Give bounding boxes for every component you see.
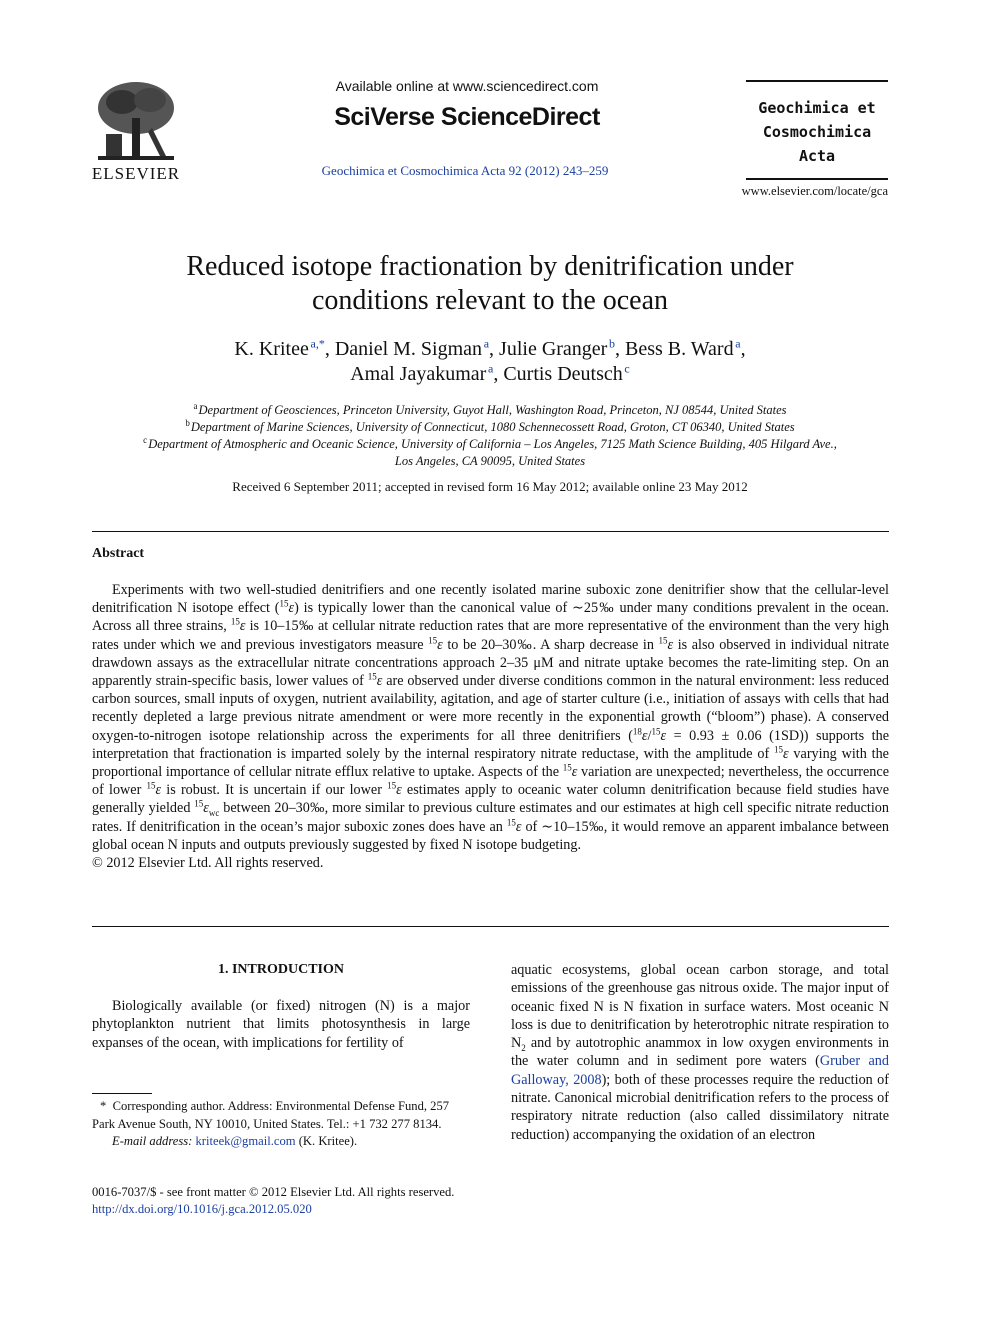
section-heading: 1. INTRODUCTION	[217, 962, 344, 977]
paragraph: aquatic ecosystems, global ocean carbon storage, and total emissions of the greenhouse gas nitrous oxide. The major input of oceanic fixed N is N fixation in surface waters. Most oceanic N loss is due to denitrification by heterotrophic nitrate respiration to $N_2$ and by autotrophic anammox in low oxygen environments in the water column and in sediment pore waters (Gruber and Galloway, 2008); both of these processes require the reduction of nitrate. Canonical microbial denitrification refers to the process of respiratory nitrate reduction (also called dissimilatory nitrate reduction) accompanying the oxidation of an electron	[511, 962, 889, 1143]
journal-name-line: Geochimica et	[758, 99, 876, 117]
author-affil-mark[interactable]: a	[735, 336, 741, 351]
journal-name	[746, 96, 888, 168]
affiliation: $^a$ Department of Geosciences, Princeton University, Guyot Hall, Washington Road, Princeton, NJ 08544, United States	[193, 400, 787, 417]
author-name: Daniel M. Sigman	[334, 338, 483, 360]
footnote: * Corresponding author. Address: Environmental Defense Fund, 257 Park Avenue South, NY 10010, United States. Tel.: +1 732 277 8134. E-mail address: kriteek@gmail.com (K. Kritee).	[92, 1099, 450, 1148]
article-history: Received 6 September 2011; accepted in revised form 16 May 2012; available online 23 May 2012	[232, 479, 748, 494]
copyright: © 2012 Elsevier Ltd. All rights reserved.	[92, 855, 324, 872]
author-affil-mark[interactable]: a	[483, 336, 490, 351]
author-list: K. Kritee $^{a,*}$, Daniel M. Sigman $^a$, Julie Granger $^b$, Bess B. Ward $^a$, Amal Jayakumar $^a$, Curtis Deutsch $^c$	[234, 336, 746, 385]
elsevier-logo	[88, 78, 184, 182]
rule-bottom	[92, 926, 889, 927]
abstract-body: Experiments with two well-studied denitrifiers and one recently isolated marine suboxic zone denitrifier show that the cellular-level denitrification N isotope effect ($^{15}$ε) is typically lower than the canonical value of ∼25‰ under many conditions prevalent in the ocean. Across all three strains, $^{15}$ε is 10–15‰ at cellular nitrate reduction rates that are more representative of the environment than the very high rates under which we and previous investigators measure $^{15}$ε to be 20–30‰. A sharp decrease in $^{15}$ε is also observed in individual nitrate drawdown assays as the extracellular nitrate concentrations approach 2–35 μM and nitrate uptake becomes the rate-limiting step. On an apparently strain-specific basis, lower values of $^{15}$ε are observed under diverse conditions common in the natural environment: less reduced carbon sources, small inputs of oxygen, nutrient availability, agitation, and age of starter culture (i.e., initiation of assays with cells that had recently depleted a large previous nitrate amendment or were more recently in the exponential growth (“bloom”) phase). A conserved oxygen-to-nitrogen isotope relationship across the experiments for all three denitrifiers ($^{18}$ε/$^{15}$ε = 0.93 ± 0.06 (1SD)) supports the interpretation that fractionation is imparted solely by the internal respiratory nitrate reductase, with the amplitude of $^{15}$ε varying with the proportional importance of cellular nitrate efflux relative to uptake. Aspects of the $^{15}$ε variation are unexpected; nevertheless, the occurrence of lower $^{15}$ε is robust. It is uncertain if our lower $^{15}$ε estimates apply to oceanic water column denitrification because field studies have generally yielded $^{15}\varepsilon_{wc}$ between 20–30‰, more similar to previous culture estimates and our estimates at high cell specific nitrate reduction rates. If denitrification in the ocean’s major suboxic zones does have an $^{15}$ε of ∼10–15‰, it would remove an apparent imbalance between global ocean N inputs and outputs previously suggested by fixed N isotope budgeting. © 2012 Elsevier Ltd. All rights reserved.	[92, 582, 890, 872]
publisher-name: ELSEVIER	[91, 164, 181, 183]
paragraph: Biologically available (or fixed) nitrogen (N) is a major phytoplankton nutrient that limits photosynthesis in large expanses of the ocean, with implications for fertility of	[92, 998, 470, 1051]
abstract-heading: Abstract	[92, 546, 145, 561]
author-affil-mark[interactable]: a,*	[310, 336, 325, 351]
author-name: K. Kritee	[234, 338, 309, 360]
journal-rule-top	[746, 80, 888, 82]
affiliation: $^c$ Department of Atmospheric and Oceanic Science, University of California – Los Angeles, 7125 Math Science Building, 405 Hilgard Ave.,	[143, 434, 837, 451]
journal-name-line: Cosmochimica	[762, 123, 872, 141]
author-name: Bess B. Ward	[625, 338, 734, 360]
front-matter	[92, 1184, 512, 1218]
author-affil-mark[interactable]: b	[609, 336, 616, 351]
author-name: Curtis Deutsch	[503, 363, 623, 385]
email-link[interactable]: kriteek@gmail.com	[195, 1134, 296, 1148]
affiliations	[90, 402, 890, 470]
title-line: conditions relevant to the ocean	[311, 285, 669, 316]
author-name: Amal Jayakumar	[350, 363, 487, 385]
rule-top	[92, 531, 889, 532]
available-online: Available online at www.sciencedirect.com	[335, 78, 599, 94]
platform-logo: SciVerse ScienceDirect	[334, 103, 600, 131]
footnote-rule	[92, 1093, 152, 1094]
affiliation: $^b$ Department of Marine Sciences, University of Connecticut, 1080 Schennecossett Road, Groton, CT 06340, United States	[185, 417, 795, 434]
affiliation: Los Angeles, CA 90095, United States	[394, 454, 586, 468]
title-line: Reduced isotope fractionation by denitrification under	[186, 251, 794, 282]
article-title	[90, 250, 890, 318]
elsevier-tree-icon	[92, 78, 180, 164]
journal-url[interactable]: www.elsevier.com/locate/gca	[741, 184, 888, 198]
author-affil-mark[interactable]: c	[624, 361, 630, 376]
journal-rule-bottom	[746, 178, 888, 180]
journal-name-line: Acta	[798, 147, 836, 165]
left-column	[92, 997, 470, 1052]
right-column	[511, 961, 889, 1144]
issn: 0016-7037/$ - see front matter © 2012 Elsevier Ltd. All rights reserved.	[92, 1185, 455, 1199]
journal-citation[interactable]: Geochimica et Cosmochimica Acta 92 (2012) 243–259	[321, 163, 609, 178]
doi-link[interactable]: http://dx.doi.org/10.1016/j.gca.2012.05.020	[92, 1202, 312, 1216]
reference-link[interactable]: Gruber and Galloway, 2008	[511, 1053, 889, 1088]
author-name: Julie Granger	[499, 338, 608, 360]
author-affil-mark[interactable]: a	[487, 361, 494, 376]
